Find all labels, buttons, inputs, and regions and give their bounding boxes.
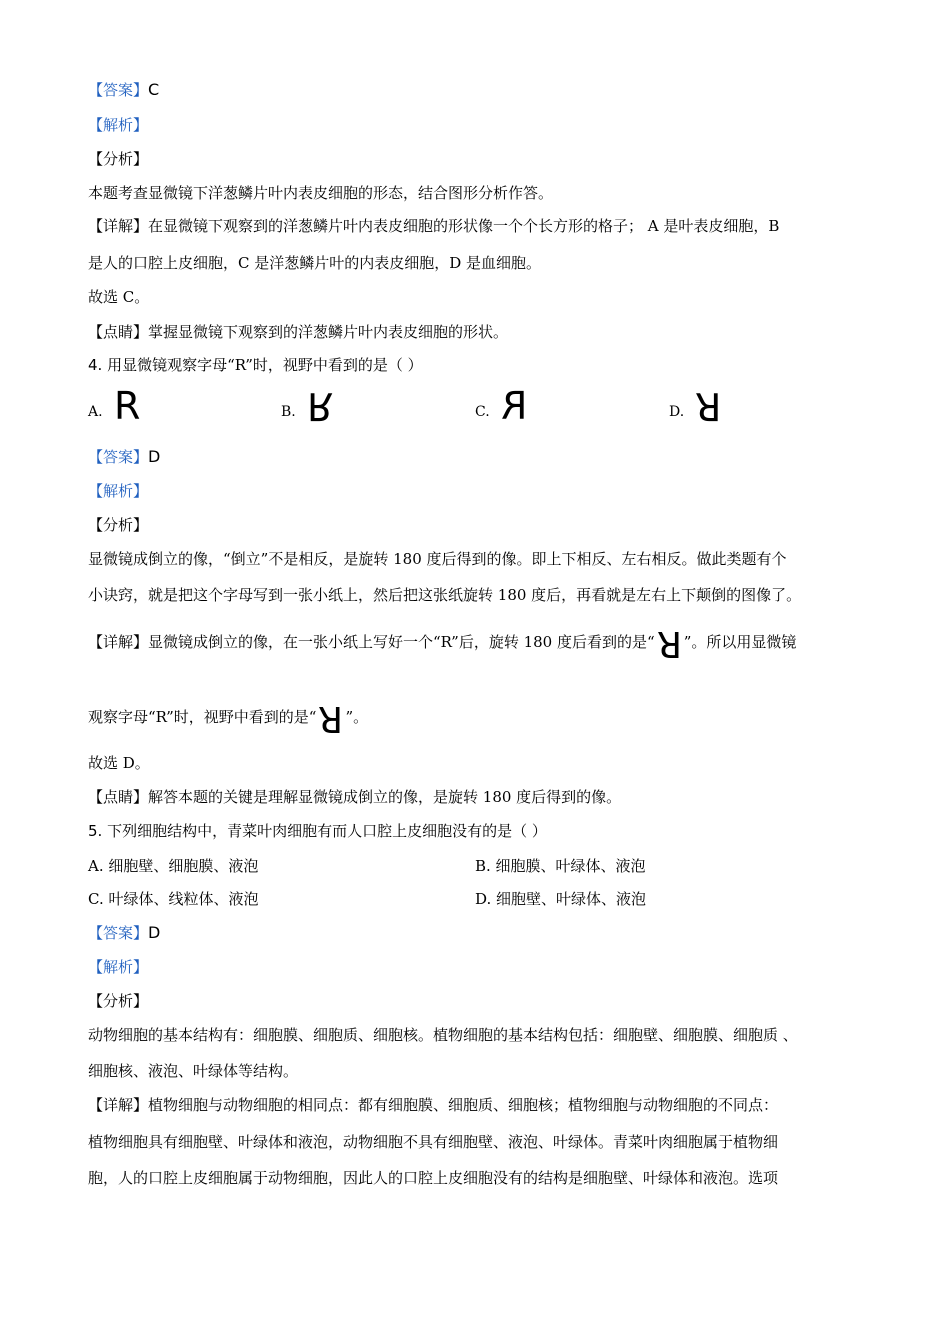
q4-detail-line-1 [88,623,797,664]
q5-fenxi-tag: 【分析】 [88,992,149,1010]
detail-text-a: 显微镜成倒立的像，在一张小纸上写好一个“R”后，旋转 180 度后看到的是“ [148,633,655,651]
detail-tag: 【详解】 [88,633,149,651]
q5-detail-line-2: 植物细胞具有细胞壁、叶绿体和液泡，动物细胞不具有细胞壁、液泡、叶绿体。青菜叶肉细胞属于植物细 [88,1133,779,1151]
detail-tag: 【详解】 [88,217,149,235]
q5-detail-line-3: 胞，人的口腔上皮细胞属于动物细胞，因此人的口腔上皮细胞没有的结构是细胞壁、叶绿体和液泡。选项 [88,1169,779,1187]
q5-options-row-2 [88,889,868,909]
q5-option-b[interactable]: B. 细胞膜、叶绿体、液泡 [475,857,646,875]
question-number: 5. [88,822,103,840]
q3-fenxi-tag: 【分析】 [88,150,149,168]
detail-text-b: ”。所以用显微镜 [683,633,797,651]
question-text: 下列细胞结构中，青菜叶肉细胞有而人口腔上皮细胞没有的是（ ） [107,822,547,840]
q5-option-d[interactable]: D. 细胞壁、叶绿体、液泡 [475,890,647,908]
q3-detail-line-1 [88,216,779,236]
detail-text-a: 观察字母“R”时，视野中看到的是“ [88,708,317,726]
q4-question [88,355,423,375]
q5-analysis-tag: 【解析】 [88,958,149,976]
q4-comment: 【点睛】解答本题的关键是理解显微镜成倒立的像，是旋转 180 度后得到的像。 [88,788,622,806]
q3-comment: 【点睛】掌握显微镜下观察到的洋葱鳞片叶内表皮细胞的形状。 [88,323,509,341]
letter-r-mirrored-icon: R [501,384,528,428]
answer-letter: C [148,80,160,99]
detail-tag: 【详解】 [88,1096,149,1114]
letter-r-rotated-180-icon: R [695,384,722,428]
q5-option-c[interactable]: C. 叶绿体、线粒体、液泡 [88,890,259,908]
answer-letter: D [148,923,161,942]
q5-question [88,821,547,841]
q3-detail-line-2: 是人的口腔上皮细胞，C 是洋葱鳞片叶的内表皮细胞，D 是血细胞。 [88,254,542,272]
q5-fenxi-line-2: 细胞核、液泡、叶绿体等结构。 [88,1062,299,1080]
q4-fenxi-line-1: 显微镜成倒立的像，“倒立”不是相反，是旋转 180 度后得到的像。即上下相反、左右相反。做此类题有个 [88,550,787,568]
letter-r-upright-icon: R [114,384,141,428]
q4-detail-line-2 [88,698,369,739]
q3-choose: 故选 C。 [88,288,150,306]
question-number: 4. [88,356,103,374]
q4-answer-line [88,447,160,467]
q4-choose: 故选 D。 [88,754,150,772]
q3-answer-line [88,80,159,100]
option-label: A. [88,404,103,420]
q5-fenxi-line-1: 动物细胞的基本结构有：细胞膜、细胞质、细胞核。植物细胞的基本结构包括：细胞壁、细胞膜、细胞质 、 [88,1026,798,1044]
q4-options [88,384,868,432]
letter-r-rotated-icon: R [318,698,344,739]
answer-tag: 【答案】 [88,448,149,466]
option-label: B. [281,404,296,420]
answer-letter: D [148,447,161,466]
detail-text: 在显微镜下观察到的洋葱鳞片叶内表皮细胞的形状像一个个长方形的格子； A 是叶表皮细胞，B [148,217,780,235]
answer-tag: 【答案】 [88,924,149,942]
q5-option-a[interactable]: A. 细胞壁、细胞膜、液泡 [88,857,259,875]
letter-r-rotated-icon: R [656,623,682,664]
option-label: C. [475,404,490,420]
q5-detail-line-1 [88,1095,778,1115]
option-label: D. [669,404,685,420]
q4-fenxi-line-2: 小诀窍，就是把这个字母写到一张小纸上，然后把这张纸旋转 180 度后，再看就是左右上下颠倒的图像了。 [88,586,802,604]
q4-analysis-tag: 【解析】 [88,482,149,500]
q3-analysis-tag: 【解析】 [88,116,149,134]
q5-options-row-1 [88,856,868,876]
q3-fenxi-text: 本题考查显微镜下洋葱鳞片叶内表皮细胞的形态，结合图形分析作答。 [88,184,554,202]
q4-fenxi-tag: 【分析】 [88,516,149,534]
answer-tag: 【答案】 [88,81,149,99]
letter-r-flipped-vertical-icon: R [307,384,334,428]
q5-answer-line [88,923,160,943]
question-text: 用显微镜观察字母“R”时，视野中看到的是（ ） [107,356,423,374]
detail-text-b: ”。 [345,708,369,726]
detail-text: 植物细胞与动物细胞的相同点：都有细胞膜、细胞质、细胞核；植物细胞与动物细胞的不同点： [148,1096,779,1114]
